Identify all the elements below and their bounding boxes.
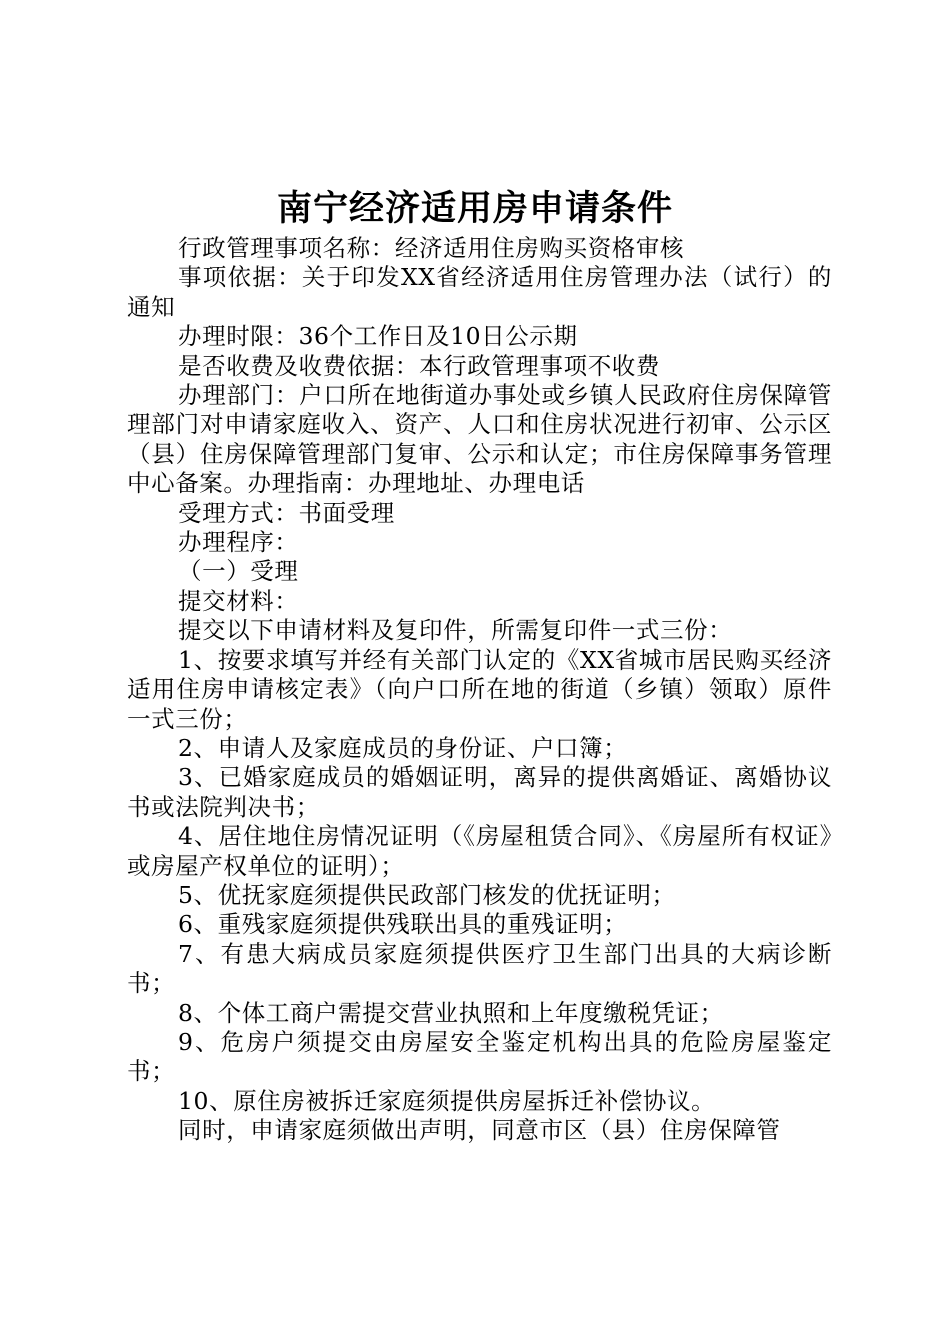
paragraph-item-name: 行政管理事项名称：经济适用住房购买资格审核 [178, 234, 685, 262]
paragraph-procedure: 办理程序： [178, 528, 299, 557]
document-title: 南宁经济适用房申请条件 [276, 188, 673, 229]
paragraph-acceptance-method: 受理方式：书面受理 [178, 498, 395, 527]
paragraph-basis: 事项依据：关于印发XX省经济适用住房管理办法（试行）的通知 [127, 263, 832, 321]
document-body [127, 234, 832, 1146]
paragraph-step-one: （一）受理 [178, 557, 299, 586]
list-item: 7、有患大病成员家庭须提供医疗卫生部门出具的大病诊断书； [127, 939, 832, 998]
list-item: 8、个体工商户需提交营业执照和上年度缴税凭证； [178, 998, 724, 1027]
list-item: 5、优抚家庭须提供民政部门核发的优抚证明； [178, 880, 676, 909]
paragraph-time-limit: 办理时限：36个工作日及10日公示期 [178, 322, 578, 351]
list-item: 3、已婚家庭成员的婚姻证明，离异的提供离婚证、离婚协议书或法院判决书； [127, 763, 832, 821]
paragraph-fees: 是否收费及收费依据：本行政管理事项不收费 [178, 351, 660, 380]
list-item: 6、重残家庭须提供残联出具的重残证明； [178, 910, 628, 939]
paragraph-materials-heading: 提交材料： [178, 586, 299, 615]
list-item: 1、按要求填写并经有关部门认定的《XX省城市居民购买经济适用住房申请核定表》（向户口所在地的街道（乡镇）领取）原件一式三份； [127, 645, 832, 733]
paragraph-department: 办理部门：户口所在地街道办事处或乡镇人民政府住房保障管理部门对申请家庭收入、资产、人口和住房状况进行初审、公示区（县）住房保障管理部门复审、公示和认定；市住房保障事务管理中心备案。办理指南：办理地址、办理电话 [127, 381, 832, 498]
paragraph-materials-intro: 提交以下申请材料及复印件，所需复印件一式三份： [178, 616, 733, 645]
list-item: 9、危房户须提交由房屋安全鉴定机构出具的危险房屋鉴定书； [127, 1027, 832, 1086]
list-item: 2、申请人及家庭成员的身份证、户口簿； [178, 733, 628, 762]
list-item: 4、居住地住房情况证明（《房屋租赁合同》、《房屋所有权证》或房屋产权单位的证明）； [127, 822, 832, 880]
paragraph-declaration: 同时，申请家庭须做出声明，同意市区（县）住房保障管 [178, 1116, 781, 1145]
list-item: 10、原住房被拆迁家庭须提供房屋拆迁补偿协议。 [178, 1086, 716, 1115]
